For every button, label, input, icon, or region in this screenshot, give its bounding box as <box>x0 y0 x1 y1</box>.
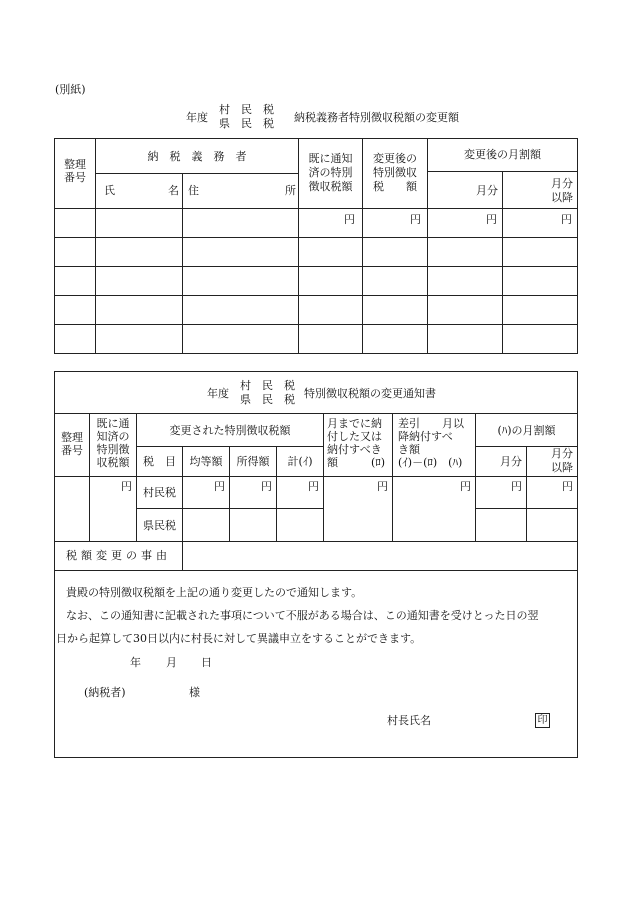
t2-yen-balance: 円 <box>460 480 471 493</box>
t2-yen-month-onward: 円 <box>562 480 573 493</box>
t2-yen-income: 円 <box>261 480 272 493</box>
notice-date-day: 日 <box>201 656 212 669</box>
t1-header-address-1: 住 <box>188 184 199 197</box>
notice-paragraph-1: 貴殿の特別徴収税額を上記の通り変更したので通知します。 <box>66 586 363 599</box>
t1-header-seiri: 整理 番号 <box>64 158 86 184</box>
t1-yen-2: 円 <box>410 213 421 226</box>
t2-header-income: 所得額 <box>236 455 270 468</box>
tax-line-prefecture: 県 民 税 <box>219 117 274 130</box>
t1-header-taxpayer: 納 税 義 務 者 <box>147 150 247 163</box>
t1-header-month-onward: 月分 以降 <box>551 177 573 204</box>
t2-tax-line-prefecture: 県 民 税 <box>240 393 295 406</box>
tax-line-village: 村 民 税 <box>219 103 274 116</box>
notice-taxpayer: (納税者) <box>84 686 126 699</box>
t1-header-name-2: 名 <box>168 184 179 197</box>
notice-sama: 様 <box>189 686 200 699</box>
t2-header-monthly: (ﾊ)の月割額 <box>497 424 556 437</box>
t1-yen-1: 円 <box>344 213 355 226</box>
t1-yen-3: 円 <box>486 213 497 226</box>
t2-header-equal: 均等額 <box>189 455 223 468</box>
t2-yen-paid: 円 <box>377 480 388 493</box>
t1-header-monthly: 変更後の月割額 <box>464 148 541 161</box>
t2-yen-equal: 円 <box>214 480 225 493</box>
t1-header-notified: 既に通知 済の特別 徴収税額 <box>308 152 353 193</box>
attachment-label: (別紙) <box>55 83 86 96</box>
notice-paragraph-2a: なお、この通知書に記載された事項について不服がある場合は、この通知書を受けとった日の翌 <box>66 609 539 622</box>
t2-year-suffix: 年度 <box>207 387 229 400</box>
t2-tax-line-village: 村 民 税 <box>240 379 295 392</box>
notice-date-month: 月 <box>166 656 177 669</box>
t2-header-changed: 変更された特別徴収税額 <box>169 424 291 437</box>
form-title: 納税義務者特別徴収税額の変更額 <box>294 111 459 124</box>
t2-header-total: 計(ｲ) <box>287 455 313 468</box>
notice-paragraph-2b: 日から起算して30日以内に村長に対して異議申立をすることができます。 <box>56 632 422 645</box>
t2-title: 特別徴収税額の変更通知書 <box>304 387 436 400</box>
t1-header-month: 月分 <box>476 184 498 197</box>
t1-header-address-2: 所 <box>285 184 296 197</box>
t2-header-notified: 既に通 知済の 特別徴 収税額 <box>96 417 130 469</box>
notice-mayor: 村長氏名 <box>387 714 431 727</box>
t2-header-paid: 月までに納 付した又は 納付すべき 額 (ﾛ) <box>327 417 386 469</box>
t2-yen-notified: 円 <box>121 480 132 493</box>
t1-yen-4: 円 <box>561 213 572 226</box>
year-suffix: 年度 <box>186 111 208 124</box>
seal-mark: 印 <box>535 713 550 728</box>
t2-header-month-onward: 月分 以降 <box>551 447 573 474</box>
t2-header-month: 月分 <box>500 455 522 468</box>
t2-row-prefecture: 県民税 <box>143 519 176 532</box>
t2-yen-total: 円 <box>308 480 319 493</box>
t2-header-tax-item: 税 目 <box>143 455 176 468</box>
t2-row-village: 村民税 <box>143 486 176 499</box>
t2-yen-month: 円 <box>511 480 522 493</box>
t1-header-name-1: 氏 <box>104 184 115 197</box>
t2-header-balance: 差引 月以 降納付すべ き額 (ｲ)－(ﾛ) (ﾊ) <box>398 417 464 469</box>
notice-date-year: 年 <box>130 656 141 669</box>
t2-reason-label: 税額変更の事由 <box>66 549 171 562</box>
t1-header-after-change: 変更後の 特別徴収 税 額 <box>373 152 417 193</box>
t2-header-seiri: 整理 番号 <box>61 431 83 457</box>
